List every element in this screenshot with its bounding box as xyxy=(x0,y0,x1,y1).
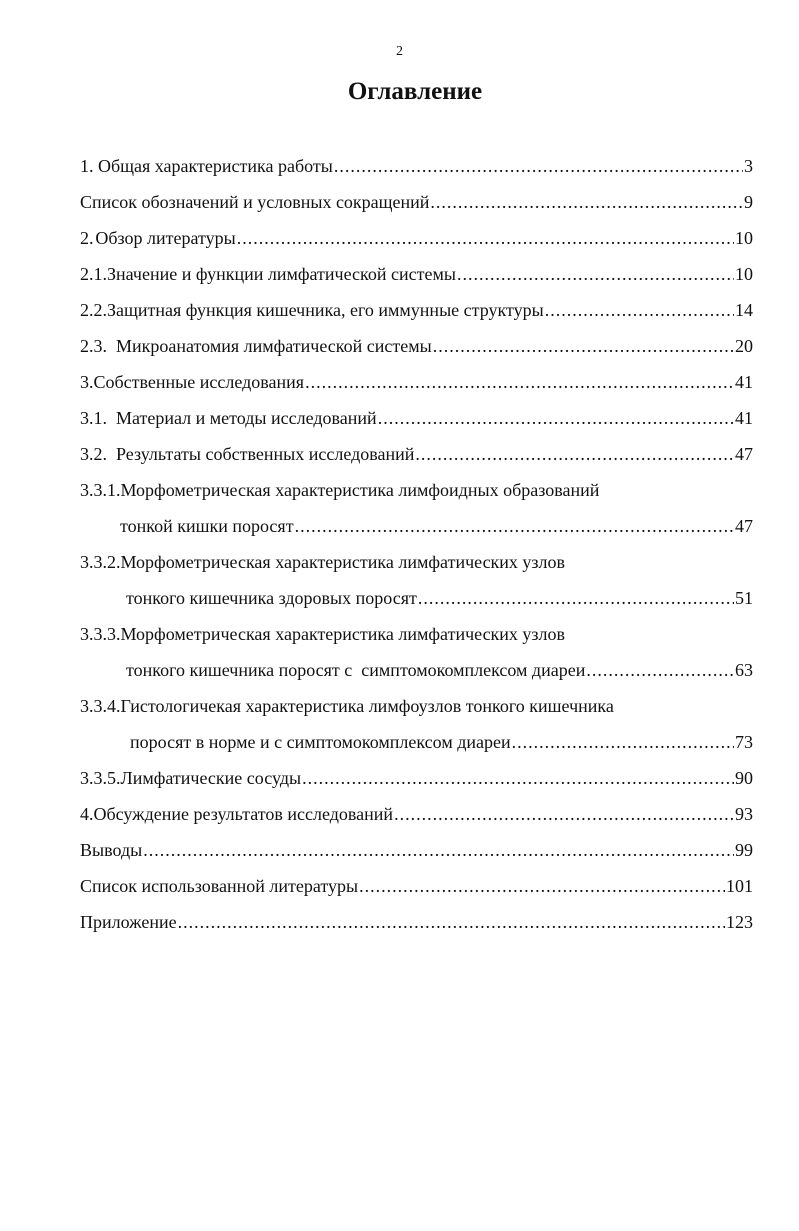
dot-leader xyxy=(359,872,725,900)
toc-page: 63 xyxy=(735,660,753,680)
toc-number: 2.3. xyxy=(80,336,107,356)
toc-entry-3-3-1[interactable] xyxy=(80,476,753,512)
dot-leader xyxy=(378,404,734,432)
dot-leader xyxy=(433,332,734,360)
toc-page: 3 xyxy=(744,156,753,176)
toc-page: 20 xyxy=(735,336,753,356)
dot-leader xyxy=(334,152,743,180)
dot-leader xyxy=(457,260,734,288)
toc-entry-2-3[interactable] xyxy=(80,332,753,368)
toc-entry-discussion[interactable] xyxy=(80,800,753,836)
toc-label: Лимфатические сосуды xyxy=(120,768,302,788)
toc-entry-appendix[interactable] xyxy=(80,908,753,944)
dot-leader xyxy=(143,836,734,864)
toc-page: 51 xyxy=(735,588,753,608)
toc-label: Результаты собственных исследований xyxy=(116,444,415,464)
toc-label: Гистологичекая характеристика лимфоузлов тонкого кишечника xyxy=(120,696,614,716)
dot-leader xyxy=(237,224,734,252)
dot-leader xyxy=(302,764,734,792)
toc-page: 73 xyxy=(735,732,753,752)
toc-label: тонкого кишечника здоровых поросят xyxy=(126,588,417,608)
toc-page: 41 xyxy=(735,408,753,428)
toc-number: 3.3.5. xyxy=(80,768,121,788)
toc-label: Защитная функция кишечника, его иммунные структуры xyxy=(107,300,544,320)
table-of-contents xyxy=(80,152,753,944)
toc-label: Морфометрическая характеристика лимфатических узлов xyxy=(120,552,566,572)
toc-page: 90 xyxy=(735,768,753,788)
toc-number: 3.1. xyxy=(80,408,107,428)
toc-label: Собственные исследования xyxy=(93,372,305,392)
toc-entry-3-2[interactable] xyxy=(80,440,753,476)
toc-page: 99 xyxy=(735,840,753,860)
toc-page: 41 xyxy=(735,372,753,392)
toc-number: 3. xyxy=(80,372,94,392)
toc-label: Обзор литературы xyxy=(95,228,236,248)
toc-label: тонкого кишечника поросят с симптомокомплексом диареи xyxy=(126,660,586,680)
toc-entry-conclusions[interactable] xyxy=(80,836,753,872)
toc-entry-general[interactable] xyxy=(80,152,753,188)
toc-entry-3-3-1-continued[interactable] xyxy=(80,512,753,548)
toc-entry-3-3-4-continued[interactable] xyxy=(80,728,753,764)
toc-entry-3-3-4[interactable] xyxy=(80,692,753,728)
toc-label: Обсуждение результатов исследований xyxy=(93,804,394,824)
dot-leader xyxy=(430,188,743,216)
toc-entry-3-3-3-continued[interactable] xyxy=(80,656,753,692)
toc-number: 3.3.1. xyxy=(80,480,121,500)
toc-label: Микроанатомия лимфатической системы xyxy=(116,336,432,356)
toc-label: поросят в норме и с симптомокомплексом диареи xyxy=(130,732,511,752)
toc-number: 4. xyxy=(80,804,94,824)
toc-page: 10 xyxy=(735,264,753,284)
dot-leader xyxy=(295,512,734,540)
toc-label: Выводы xyxy=(80,840,143,860)
toc-label: Список использованной литературы xyxy=(80,876,359,896)
toc-entry-3-3-3[interactable] xyxy=(80,620,753,656)
toc-page: 47 xyxy=(735,444,753,464)
toc-entry-2-1[interactable] xyxy=(80,260,753,296)
toc-number: 3.3.3. xyxy=(80,624,121,644)
dot-leader xyxy=(394,800,734,828)
toc-number: 2.1. xyxy=(80,264,107,284)
toc-number: 2.2. xyxy=(80,300,107,320)
toc-number: 3.2. xyxy=(80,444,107,464)
dot-leader xyxy=(305,368,734,396)
toc-page: 9 xyxy=(744,192,753,212)
toc-entry-2-2[interactable] xyxy=(80,296,753,332)
toc-label: тонкой кишки поросят xyxy=(120,516,294,536)
page-number: 2 xyxy=(396,44,403,59)
toc-page: 10 xyxy=(735,228,753,248)
toc-page: 93 xyxy=(735,804,753,824)
toc-label: Морфометрическая характеристика лимфоидных образований xyxy=(120,480,600,500)
toc-label: Общая характеристика работы xyxy=(98,156,333,176)
dot-leader xyxy=(415,440,734,468)
dot-leader xyxy=(545,296,734,324)
toc-entry-3-3-2-continued[interactable] xyxy=(80,584,753,620)
toc-label: Приложение xyxy=(80,912,177,932)
toc-label: Значение и функции лимфатической системы xyxy=(107,264,456,284)
toc-number: 3.3.4. xyxy=(80,696,121,716)
toc-entry-literature-review[interactable] xyxy=(80,224,753,260)
toc-entry-3-1[interactable] xyxy=(80,404,753,440)
toc-number: 1. xyxy=(80,156,94,176)
page-title: Оглавление xyxy=(347,78,483,105)
toc-number: 2. xyxy=(80,228,94,248)
toc-label: Материал и методы исследований xyxy=(116,408,377,428)
toc-entry-own-research[interactable] xyxy=(80,368,753,404)
dot-leader xyxy=(178,908,725,936)
dot-leader xyxy=(418,584,734,612)
toc-entry-3-3-5[interactable] xyxy=(80,764,753,800)
toc-page: 101 xyxy=(726,876,753,896)
dot-leader xyxy=(512,728,734,756)
toc-page: 47 xyxy=(735,516,753,536)
toc-label: Список обозначений и условных сокращений xyxy=(80,192,430,212)
toc-entry-references[interactable] xyxy=(80,872,753,908)
toc-entry-abbreviations[interactable] xyxy=(80,188,753,224)
dot-leader xyxy=(586,656,734,684)
toc-page: 123 xyxy=(726,912,753,932)
toc-number: 3.3.2. xyxy=(80,552,121,572)
toc-label: Морфометрическая характеристика лимфатических узлов xyxy=(120,624,566,644)
toc-page: 14 xyxy=(735,300,753,320)
toc-entry-3-3-2[interactable] xyxy=(80,548,753,584)
